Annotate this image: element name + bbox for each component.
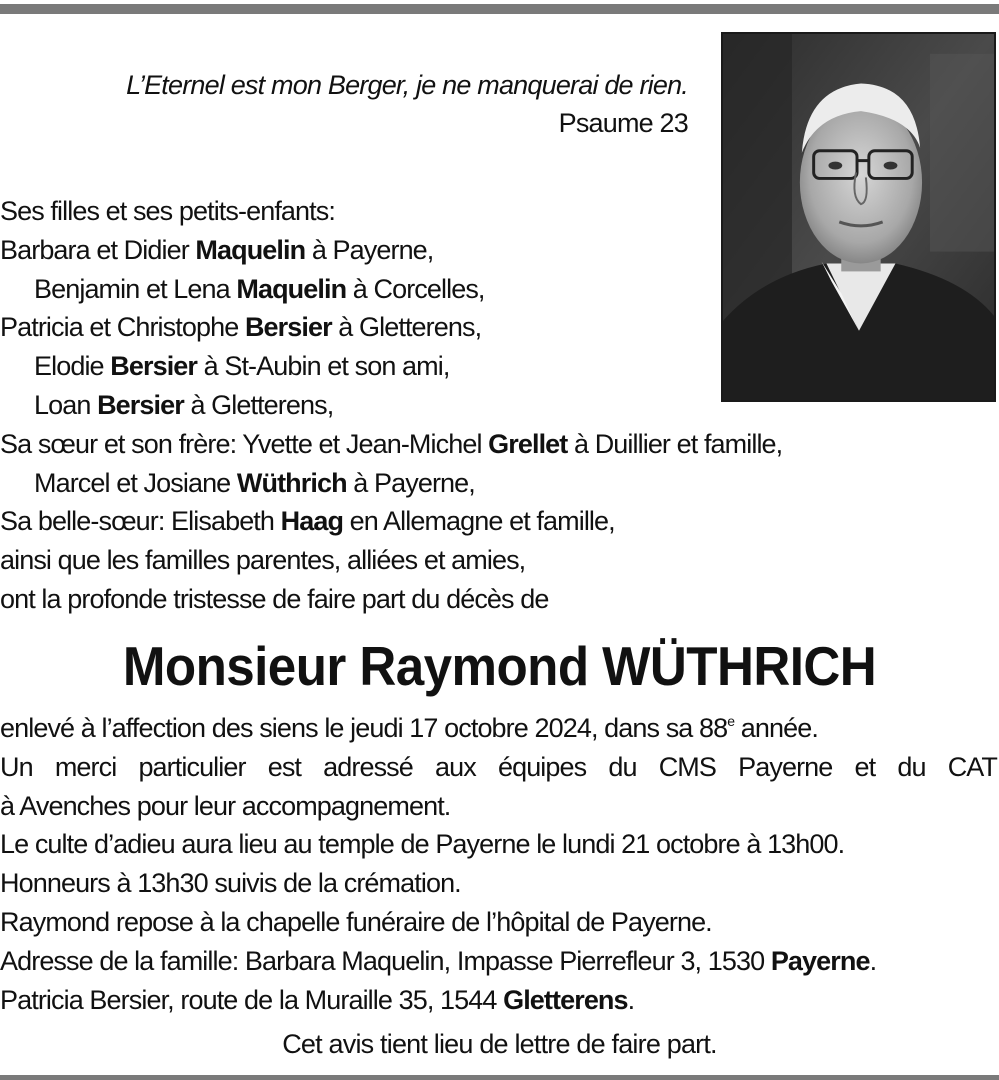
line-text: Benjamin et Lena (34, 273, 237, 304)
line-text: Loan (34, 389, 98, 420)
bottom-border-rule (0, 1075, 999, 1080)
line-text: Patricia et Christophe (0, 312, 245, 343)
line-text: Sa sœur et son frère: Yvette et Jean-Michel (0, 428, 489, 459)
details-line (0, 787, 999, 826)
line-text: à St-Aubin et son ami, (197, 351, 450, 382)
line-text: Adresse de la famille: Barbara Maquelin, Impasse Pierrefleur 3, 1530 (0, 945, 771, 976)
line-text: Le culte d’adieu aura lieu au temple de Payerne le lundi 21 octobre à 13h00. (0, 829, 845, 860)
surname-text: Bersier (244, 312, 332, 343)
details-line (0, 981, 999, 1020)
surname-text: Maquelin (195, 234, 306, 265)
line-text: à Gletterens, (331, 312, 482, 343)
line-text: à Duillier et famille, (567, 428, 783, 459)
line-text: Honneurs à 13h30 suivis de la crémation. (0, 868, 461, 899)
line-text: en Allemagne et famille, (343, 506, 615, 537)
line-text: à Gletterens, (183, 389, 334, 420)
details-line (0, 825, 999, 864)
details-line (0, 709, 999, 748)
line-text: Elodie (34, 351, 111, 382)
line-text: à Payerne, (346, 467, 475, 498)
family-line (0, 580, 999, 619)
deceased-name: Monsieur Raymond WÜTHRICH (122, 635, 877, 697)
family-line (0, 425, 999, 464)
line-text: Raymond repose à la chapelle funéraire de l’hôpital de Payerne. (0, 906, 712, 937)
top-border-rule (0, 4, 999, 14)
family-line (0, 502, 999, 541)
details-line (0, 903, 999, 942)
family-list (0, 192, 999, 619)
line-text: Sa belle-sœur: Elisabeth (0, 506, 281, 537)
family-line (0, 386, 999, 425)
line-text: . (869, 945, 877, 976)
psalm-quote: L’Eternel est mon Berger, je ne manquerai de rien. (126, 70, 688, 100)
notice-details (0, 709, 999, 1019)
details-line (0, 942, 999, 981)
family-line (0, 270, 999, 309)
line-text: Un merci particulier est adressé aux équipes du CMS Payerne et du CAT (0, 751, 997, 782)
line-text: année. (734, 713, 818, 743)
surname-text: Payerne (770, 945, 870, 976)
surname-text: Gletterens (503, 984, 628, 1015)
line-text: . (627, 984, 635, 1015)
family-line (0, 347, 999, 386)
surname-text: Wüthrich (236, 467, 347, 498)
closing-line: Cet avis tient lieu de lettre de faire part. (282, 1029, 717, 1059)
line-text: à Avenches pour leur accompagnement. (0, 790, 451, 821)
line-text: Ses filles et ses petits-enfants: (0, 196, 335, 226)
line-text: ainsi que les familles parentes, alliées et amies, (0, 545, 526, 576)
line-text: Marcel et Josiane (34, 467, 237, 498)
line-text: Barbara et Didier (0, 234, 196, 265)
family-line (0, 192, 999, 231)
surname-text: Grellet (488, 428, 568, 459)
family-line (0, 231, 999, 270)
family-line (0, 541, 999, 580)
line-text: enlevé à l’affection des siens le jeudi 17 octobre 2024, dans sa 88 (0, 713, 728, 743)
family-line (0, 308, 999, 347)
line-text: à Corcelles, (346, 273, 485, 304)
details-line (0, 864, 999, 903)
surname-text: Maquelin (236, 273, 347, 304)
line-text: Patricia Bersier, route de la Muraille 35, 1544 (0, 984, 504, 1015)
surname-text: Haag (280, 506, 344, 537)
surname-text: Bersier (97, 389, 184, 420)
ordinal-suffix: e (727, 713, 735, 729)
psalm-reference: Psaume 23 (558, 108, 688, 138)
family-line (0, 464, 999, 503)
line-text: ont la profonde tristesse de faire part du décès de (0, 583, 549, 614)
line-text: à Payerne, (305, 234, 434, 265)
details-line (0, 748, 997, 787)
surname-text: Bersier (110, 351, 198, 382)
